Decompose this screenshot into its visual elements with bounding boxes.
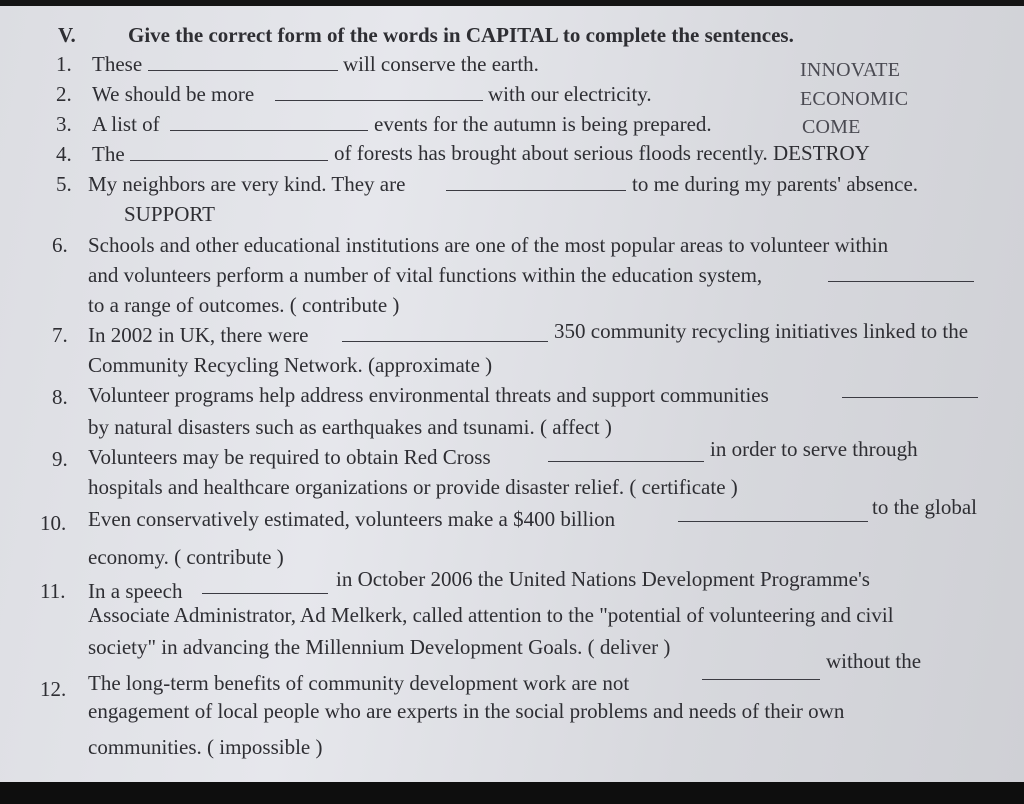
item-8-line-2: by natural disasters such as earthquakes and tsunami. ( affect ): [88, 415, 612, 439]
item-9-blank[interactable]: [548, 442, 704, 468]
item-2-text-after: with our electricity.: [488, 82, 652, 106]
item-3-capital-word: COME: [802, 116, 861, 138]
worksheet-page: [0, 6, 1024, 782]
item-11-line-3: society" in advancing the Millennium Development Goals. ( deliver ): [88, 635, 671, 659]
item-1-text-after: will conserve the earth.: [343, 52, 539, 76]
item-1-capital-word: INNOVATE: [800, 59, 901, 81]
item-4-blank[interactable]: [130, 141, 328, 167]
item-number: 12.: [40, 677, 67, 701]
item-number: 2.: [56, 82, 72, 106]
item-7-text-before: In 2002 in UK, there were: [88, 323, 309, 347]
item-11-text-after: in October 2006 the United Nations Development Programme's: [336, 567, 870, 591]
item-number: 5.: [56, 172, 72, 196]
item-number: 6.: [52, 233, 68, 257]
item-number: 9.: [52, 447, 68, 471]
item-5-text-after: to me during my parents' absence.: [632, 172, 919, 196]
item-12-blank[interactable]: [702, 660, 820, 686]
item-1-blank[interactable]: [148, 51, 338, 77]
item-11-line-2: Associate Administrator, Ad Melkerk, called attention to the "potential of volunteering and civil: [88, 603, 894, 627]
item-3-text-before: A list of: [92, 112, 160, 136]
photo-bottom-edge: [0, 782, 1024, 804]
item-12-line-2: engagement of local people who are experts in the social problems and needs of their own: [88, 699, 845, 723]
item-2-capital-word: ECONOMIC: [800, 88, 909, 110]
item-4-text-after: of forests has brought about serious floods recently. DESTROY: [334, 141, 870, 165]
item-3-blank[interactable]: [170, 111, 368, 137]
item-8-blank[interactable]: [842, 378, 978, 404]
item-10-line-2: economy. ( contribute ): [88, 545, 284, 569]
item-number: 7.: [52, 323, 68, 347]
item-12-line-3: communities. ( impossible ): [88, 735, 323, 759]
item-3-text-after: events for the autumn is being prepared.: [374, 112, 712, 136]
item-7-line-2: Community Recycling Network. (approximate ): [88, 353, 493, 377]
item-number: 11.: [40, 579, 66, 603]
item-number: 3.: [56, 112, 72, 136]
item-number: 8.: [52, 385, 68, 409]
item-10-blank[interactable]: [678, 502, 868, 528]
item-5-text-before: My neighbors are very kind. They are: [88, 172, 406, 196]
item-2-text-before: We should be more: [92, 82, 255, 106]
item-number: 10.: [40, 511, 67, 535]
item-5-capital-word: SUPPORT: [124, 202, 215, 226]
item-5-blank[interactable]: [446, 171, 626, 197]
section-label: V.: [58, 23, 76, 47]
item-12-text-after: without the: [826, 649, 922, 673]
item-6-line-3: to a range of outcomes. ( contribute ): [88, 293, 400, 317]
item-7-text-after: 350 community recycling initiatives linked to the: [554, 319, 969, 343]
item-9-line-2: hospitals and healthcare organizations or provide disaster relief. ( certificate ): [88, 475, 738, 499]
item-9-text-after: in order to serve through: [710, 437, 918, 461]
item-9-text-before: Volunteers may be required to obtain Red Cross: [88, 445, 491, 469]
item-10-text-after: to the global: [872, 495, 977, 519]
item-2-blank[interactable]: [275, 81, 483, 107]
item-number: 1.: [56, 52, 72, 76]
item-4-text-before: The: [92, 142, 125, 166]
item-8-line-1: Volunteer programs help address environmental threats and support communities: [88, 383, 769, 407]
item-6-line-1: Schools and other educational institutions are one of the most popular areas to volunteer within: [88, 233, 889, 257]
item-6-line-2: and volunteers perform a number of vital functions within the education system,: [88, 263, 763, 287]
item-7-blank[interactable]: [342, 322, 548, 348]
item-11-blank[interactable]: [202, 574, 328, 600]
item-1-text-before: These: [92, 52, 143, 76]
item-11-text-before: In a speech: [88, 579, 183, 603]
instruction-heading: Give the correct form of the words in CAPITAL to complete the sentences.: [128, 23, 794, 47]
item-10-text-before: Even conservatively estimated, volunteers make a $400 billion: [88, 507, 616, 531]
item-6-blank[interactable]: [828, 262, 974, 288]
item-number: 4.: [56, 142, 72, 166]
item-12-text-before: The long-term benefits of community development work are not: [88, 671, 630, 695]
